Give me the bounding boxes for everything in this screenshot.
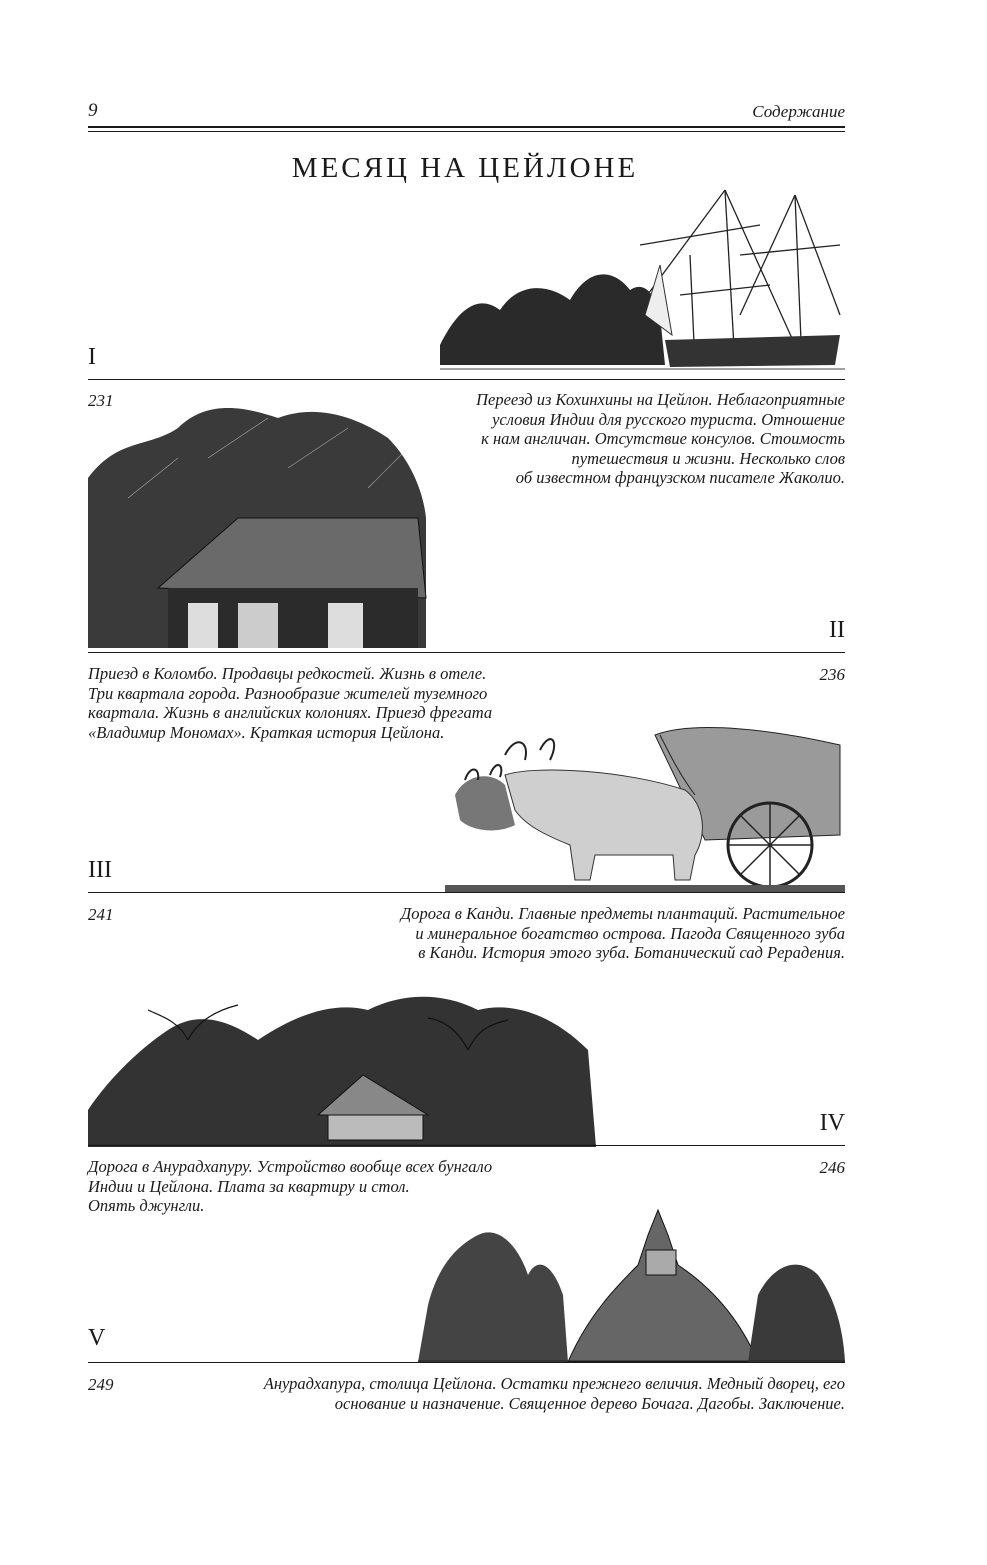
description-line: Переезд из Кохинхины на Цейлон. Неблагоприятные [476, 390, 845, 409]
header-rule [88, 126, 845, 128]
page-title: МЕСЯЦ НА ЦЕЙЛОНЕ [291, 152, 639, 184]
description-line: в Канди. История этого зуба. Ботанический сад Peрадения. [418, 943, 845, 962]
description-line: основание и назначение. Священное дерево Бочага. Дагобы. Заключение. [334, 1393, 845, 1413]
ship-harbour-illustration [440, 185, 845, 380]
temple-ruins-illustration [418, 1205, 845, 1362]
jungle-bungalow-illustration [88, 990, 596, 1147]
chapter-numeral: II [829, 617, 845, 643]
chapter-rule [88, 1362, 845, 1363]
chapter-page: 249 [88, 1375, 114, 1394]
chapter-rule [88, 379, 845, 380]
chapter-rule [88, 1145, 845, 1146]
chapter-description [415, 390, 845, 488]
chapter-page: 231 [88, 391, 114, 410]
chapter-page: 236 [819, 665, 845, 684]
description-line: Индии и Цейлона. Плата за квартиру и стол. [88, 1176, 410, 1196]
hut-palms-illustration [88, 398, 428, 653]
page-number: 9 [88, 100, 98, 121]
description-line: квартала. Жизнь в английских колониях. Приезд фрегата [88, 703, 493, 722]
header-rule-thin [88, 131, 845, 132]
description-line: и минеральное богатство острова. Пагода Священного зуба [415, 923, 845, 943]
description-line: «Владимир Мономах». Краткая история Цейлона. [88, 722, 445, 742]
chapter-rule [88, 892, 845, 893]
chapter-numeral: III [88, 857, 112, 883]
chapter-page: 246 [819, 1158, 845, 1177]
chapter-numeral: I [88, 344, 96, 370]
chapter-description [165, 1374, 845, 1413]
description-line: Опять джунгли. [88, 1196, 205, 1215]
chapter-numeral: V [88, 1325, 106, 1351]
description-line: Три квартала города. Разнообразие жителей туземного [88, 683, 488, 703]
description-line: к нам англичан. Отсутствие консулов. Стоимость [481, 429, 845, 448]
chapter-description [325, 904, 845, 963]
description-line: об известном французском писателе Жаколио. [515, 468, 845, 487]
ox-cart-illustration [445, 715, 845, 893]
running-title: Содержание [752, 102, 845, 121]
chapter-numeral: IV [819, 1110, 845, 1136]
description-line: Приезд в Коломбо. Продавцы редкостей. Жизнь в отеле. [88, 664, 487, 683]
description-line: Дорога в Анурадхапуру. Устройство вообще всех бунгало [88, 1157, 493, 1176]
description-line: путешествия и жизни. Несколько слов [571, 448, 845, 468]
description-line: Дорога в Канди. Главные предметы плантаций. Растительное [400, 904, 845, 923]
chapter-rule [88, 652, 845, 653]
description-line: Анурадхапура, столица Цейлона. Остатки прежнего величия. Медный дворец, его [263, 1374, 845, 1393]
chapter-page: 241 [88, 905, 114, 924]
description-line: условия Индии для русского туриста. Отношение [492, 409, 845, 429]
